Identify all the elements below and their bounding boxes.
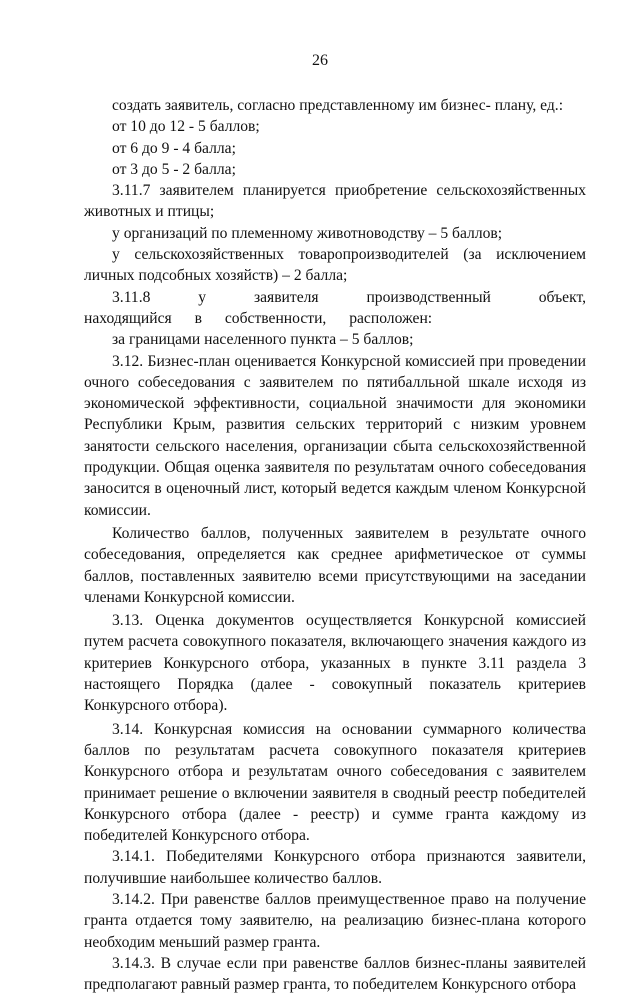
page-number: 26 <box>312 52 328 69</box>
list-item-agri-producers: у сельскохозяйственных товаропроизводителей (за исключением личных подсобных хозяйств) – 2 балла; <box>84 246 586 285</box>
clause-3-11-8: 3.11.8 у заявителя производственный объект, находящийся в собственности, расположен: <box>84 288 586 327</box>
list-item-outside-settlement: за границами населенного пункта – 5 баллов; <box>112 331 414 349</box>
clause-3-14-2: 3.14.2. При равенстве баллов преимущественное право на получение гранта отдается тому заявителю, на реализацию бизнес-плана которого необходим меньший размер гранта. <box>84 890 586 951</box>
list-item-score-6-9: от 6 до 9 - 4 балла; <box>112 139 236 157</box>
document-body <box>84 95 586 995</box>
paragraph-score-average: Количество баллов, полученных заявителем в результате очного собеседования, определяется как среднее арифметическое от суммы баллов, поставленных заявителю всеми присутствующими на заседании членами Конкурсной комиссии. <box>84 524 586 606</box>
clause-3-12: 3.12. Бизнес-план оценивается Конкурсной комиссией при проведении очного собеседования с заявителем по пятибалльной шкале исходя из экономической эффективности, социальной значимости для экономики Республики Крым, развития сельских территорий с низким уровнем занятости сельского населения, организации сбыта сельскохозяйственной продукции. Общая оценка заявителя по результатам очного собеседования заносится в оценочный лист, который ведется каждым членом Конкурсной комиссии. <box>84 352 586 519</box>
list-item-score-3-5: от 3 до 5 - 2 балла; <box>112 160 236 178</box>
clause-3-13: 3.13. Оценка документов осуществляется Конкурсной комиссией путем расчета совокупного показателя, включающего значения каждого из критериев Конкурсного отбора, указанных в пункте 3.11 раздела 3 настоящего Порядка (далее - совокупный показатель критериев Конкурсного отбора). <box>84 612 586 715</box>
clause-3-14-1: 3.14.1. Победителями Конкурсного отбора признаются заявители, получившие наибольшее количество баллов. <box>84 848 586 887</box>
paragraph-continuation: создать заявитель, согласно представленному им бизнес- плану, ед.: <box>112 97 564 114</box>
list-item-score-10-12: от 10 до 12 - 5 баллов; <box>112 118 260 136</box>
clause-3-11-7: 3.11.7 заявителем планируется приобретение сельскохозяйственных животных и птицы; <box>84 182 586 221</box>
clause-3-14-3: 3.14.3. В случае если при равенстве баллов бизнес-планы заявителей предполагают равный размер гранта, то победителем Конкурсного отбора <box>84 954 586 994</box>
list-item-breeding: у организаций по племенному животноводству – 5 баллов; <box>112 224 503 242</box>
clause-3-14: 3.14. Конкурсная комиссия на основании суммарного количества баллов по результатам расчета совокупного показателя критериев Конкурсного отбора и результатам очного собеседования с заявителем принимает решение о включении заявителя в сводный реестр победителей Конкурсного отбора (далее - реестр) и сумме гранта каждому из победителей Конкурсного отбора. <box>84 720 586 845</box>
